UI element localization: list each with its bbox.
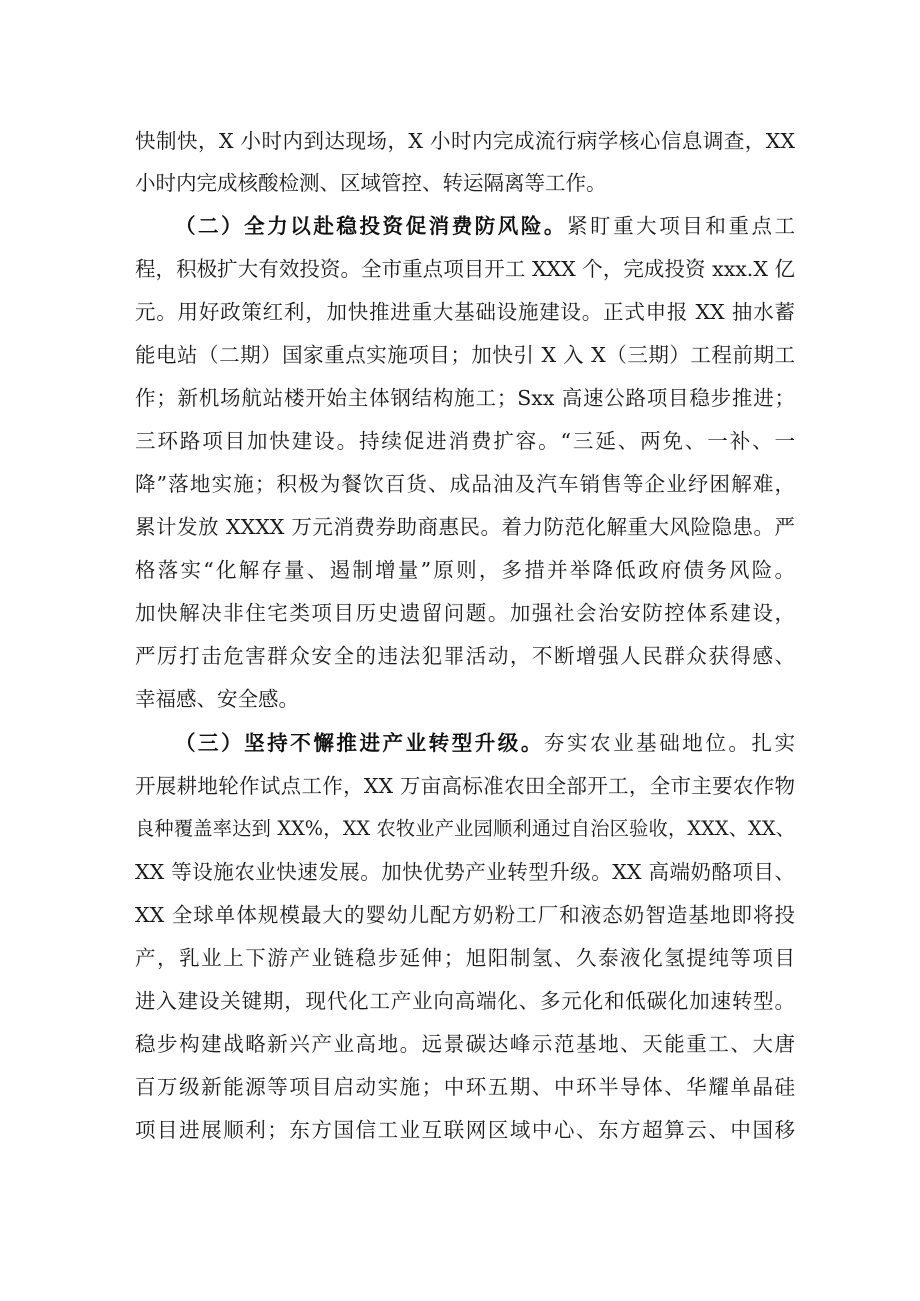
text-line: 开展耕地轮作试点工作，XX 万亩高标准农田全部开工，全市主要农作物 — [135, 774, 795, 798]
text-line: 降”落地实施；积极为餐饮百货、成品油及汽车销售等企业纾困解难， — [135, 472, 795, 496]
section-heading: （二）全力以赴稳投资促消费防风险。 — [175, 214, 567, 238]
text-line: XX 全球单体规模最大的婴幼儿配方奶粉工厂和液态奶智造基地即将投 — [135, 903, 795, 927]
text-line: 幸福感、安全感。 — [135, 687, 299, 711]
text-line: 百万级新能源等项目启动实施；中环五期、中环半导体、华耀单晶硅 — [135, 1075, 795, 1099]
text-line: 格落实“化解存量、遏制增量”原则，多措并举降低政府债务风险。 — [135, 558, 795, 582]
text-line: 良种覆盖率达到 XX%，XX 农牧业产业园顺利通过自治区验收，XXX、XX、 — [135, 817, 795, 840]
text-line: 严厉打击危害群众安全的违法犯罪活动，不断增强人民群众获得感、 — [135, 644, 795, 668]
text-line: 作；新机场航站楼开始主体钢结构施工；Sxx 高速公路项目稳步推进； — [135, 386, 795, 410]
text-line: 稳步构建战略新兴产业高地。远景碳达峰示范基地、天能重工、大唐 — [135, 1032, 795, 1056]
text-line: 快制快，X 小时内到达现场，X 小时内完成流行病学核心信息调查，XX — [135, 129, 795, 153]
text-line: 能电站（二期）国家重点实施项目；加快引 X 入 X（三期）工程前期工 — [135, 343, 795, 367]
text-line: 产，乳业上下游产业链稳步延伸；旭阳制氢、久泰液化氢提纯等项目 — [135, 946, 795, 970]
text-line: 进入建设关键期，现代化工产业向高端化、多元化和低碳化加速转型。 — [135, 989, 795, 1013]
text-line: 元。用好政策红利，加快推进重大基础设施建设。正式申报 XX 抽水蓄 — [135, 300, 795, 324]
text-line: 累计发放 XXXX 万元消费券助商惠民。着力防范化解重大风险隐患。严 — [135, 515, 795, 539]
text-line: 三环路项目加快建设。持续促进消费扩容。“三延、两免、一补、一 — [135, 429, 795, 453]
text-line: 加快解决非住宅类项目历史遗留问题。加强社会治安防控体系建设， — [135, 601, 795, 625]
text-span: 夯实农业基础地位。扎实 — [543, 731, 795, 755]
text-span: 紧盯重大项目和重点工 — [566, 214, 796, 238]
text-line: 程，积极扩大有效投资。全市重点项目开工 XXX 个，完成投资 xxx.X 亿 — [135, 257, 795, 281]
section-heading: （三）坚持不懈推进产业转型升级。 — [175, 731, 544, 755]
text-line: XX 等设施农业快速发展。加快优势产业转型升级。XX 高端奶酪项目、 — [135, 860, 795, 884]
section-heading-line — [175, 723, 795, 763]
text-line: 小时内完成核酸检测、区域管控、转运隔离等工作。 — [135, 171, 607, 195]
section-heading-line — [175, 206, 795, 246]
text-line: 项目进展顺利；东方国信工业互联网区域中心、东方超算云、中国移 — [135, 1118, 795, 1142]
